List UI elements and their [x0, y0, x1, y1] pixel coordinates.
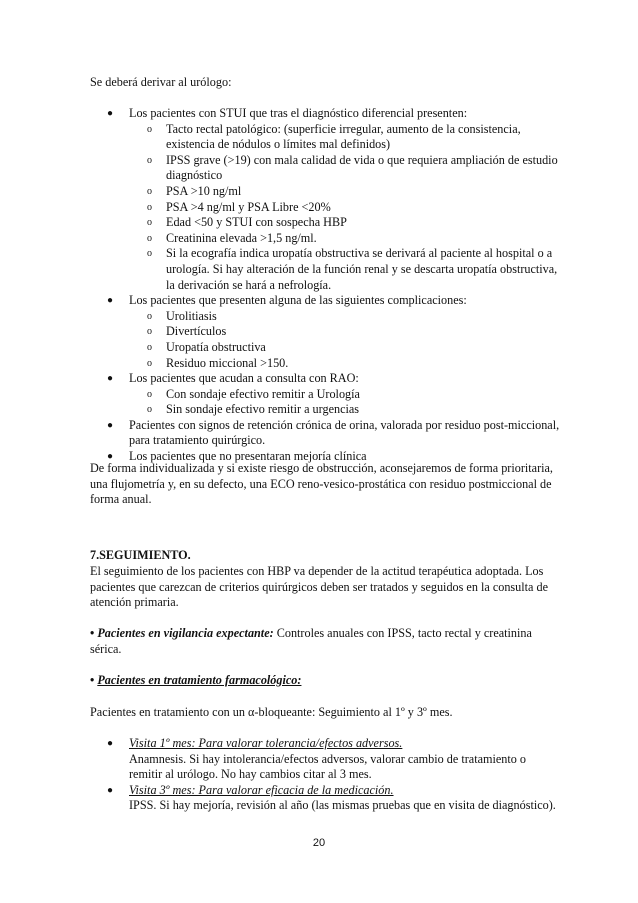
sub-list-item: o Urolitiasis — [147, 308, 217, 323]
sub-list-item: o PSA >4 ng/ml y PSA Libre <20% — [147, 199, 331, 214]
bullet-icon: ● — [107, 451, 114, 463]
circle-bullet-icon: o — [147, 341, 152, 353]
circle-bullet-icon: o — [147, 357, 152, 369]
sub-list-item: o PSA >10 ng/ml — [147, 183, 242, 198]
sub-list — [129, 387, 560, 418]
bullet-icon: ● — [107, 419, 114, 431]
visit-text: Anamnesis. Si hay intolerancia/efectos adversos, valorar cambio de tratamiento o remitir al urólogo. No hay cambios citar al 3 mes. — [129, 751, 526, 782]
vigilance-paragraph: • Pacientes en vigilancia expectante: Controles anuales con IPSS, tacto rectal y creatinina sérica. — [90, 626, 532, 656]
referral-list — [90, 106, 560, 465]
alpha-blocker-line: Pacientes en tratamiento con un α-bloqueante: Seguimiento al 1º y 3º mes. — [90, 705, 453, 719]
circle-bullet-icon: o — [147, 201, 152, 213]
list-item — [90, 293, 560, 371]
sub-list — [129, 122, 560, 294]
sub-list-item: o Divertículos — [147, 324, 227, 339]
bullet-icon: ● — [107, 108, 114, 119]
visits-list — [90, 736, 560, 814]
pharmacological-label: Pacientes en tratamiento farmacológico: — [97, 673, 302, 687]
bullet-icon: ● — [107, 784, 114, 796]
list-item-text: Los pacientes que acudan a consulta con RAO: — [129, 371, 359, 386]
list-item-text: Los pacientes que presenten alguna de las siguientes complicaciones: — [129, 293, 467, 308]
sub-list-item: o Creatinina elevada >1,5 ng/ml. — [147, 230, 317, 245]
sub-list-item: o Tacto rectal patológico: (superficie irregular, aumento de la consistencia, existencia de nódulos o límites mal definidos) — [147, 121, 521, 152]
circle-bullet-icon: o — [147, 217, 152, 229]
visit-text: IPSS. Si hay mejoría, revisión al año (las mismas pruebas que en visita de diagnóstico). — [129, 798, 556, 813]
circle-bullet-icon: o — [147, 185, 152, 197]
circle-bullet-icon: o — [147, 248, 152, 260]
list-item — [90, 106, 560, 293]
circle-bullet-icon: o — [147, 404, 152, 416]
sub-list-item: o Residuo miccional >150. — [147, 355, 289, 370]
list-item — [90, 736, 560, 783]
visit-title: Visita 1º mes: Para valorar tolerancia/efectos adversos. — [129, 736, 403, 750]
circle-bullet-icon: o — [147, 326, 152, 338]
sub-list — [129, 309, 560, 371]
bullet-icon: ● — [107, 295, 114, 307]
visit-title: Visita 3º mes: Para valorar eficacia de la medicación. — [129, 782, 394, 797]
sub-list-item: o Si la ecografía indica uropatía obstructiva se derivará al paciente al hospital o a urología. Si hay alteración de la función renal y se descarta uropatía obstructiva, la derivación se hará a nefrología. — [147, 246, 558, 292]
sub-list-item: o Sin sondaje efectivo remitir a urgencias — [147, 402, 360, 417]
circle-bullet-icon: o — [147, 310, 152, 322]
sub-list-item: o IPSS grave (>19) con mala calidad de vida o que requiera ampliación de estudio diagnóstico — [147, 152, 558, 183]
list-item-text: Los pacientes que no presentaran mejoría clínica — [129, 449, 367, 464]
vigilance-label: Pacientes en vigilancia expectante: — [97, 626, 274, 640]
list-item — [90, 418, 560, 449]
pharmacological-heading: • Pacientes en tratamiento farmacológico: — [90, 673, 302, 687]
circle-bullet-icon: o — [147, 123, 152, 135]
list-item — [90, 371, 560, 418]
bullet-icon: ● — [107, 738, 114, 749]
list-item-text: Los pacientes con STUI que tras el diagnóstico diferencial presenten: — [129, 106, 468, 120]
section-title: 7.SEGUIMIENTO. — [90, 548, 191, 562]
page-number: 20 — [312, 837, 326, 849]
circle-bullet-icon: o — [147, 154, 152, 166]
bullet-icon: ● — [107, 373, 114, 385]
circle-bullet-icon: o — [147, 388, 152, 400]
obstruction-paragraph: De forma individualizada y si existe riesgo de obstrucción, aconsejaremos de forma prioritaria, una flujometría y, en su defecto, una ECO reno-vesico-prostática con residuo postmiccional de forma anual. — [90, 461, 553, 507]
list-item — [90, 783, 560, 814]
intro-text: Se deberá derivar al urólogo: — [90, 75, 232, 89]
sub-list-item: o Uropatía obstructiva — [147, 339, 266, 354]
sub-list-item: o Edad <50 y STUI con sospecha HBP — [147, 215, 347, 230]
list-item-text: Pacientes con signos de retención crónica de orina, valorada por residuo post-miccional, para tratamiento quirúrgico. — [129, 417, 560, 448]
section-intro: El seguimiento de los pacientes con HBP va depender de la actitud terapéutica adoptada. Los pacientes que carezcan de criterios quirúrgicos deben ser tratados y seguidos en la consulta de atención primaria. — [90, 564, 548, 610]
sub-list-item: o Con sondaje efectivo remitir a Urología — [147, 386, 360, 401]
circle-bullet-icon: o — [147, 232, 152, 244]
